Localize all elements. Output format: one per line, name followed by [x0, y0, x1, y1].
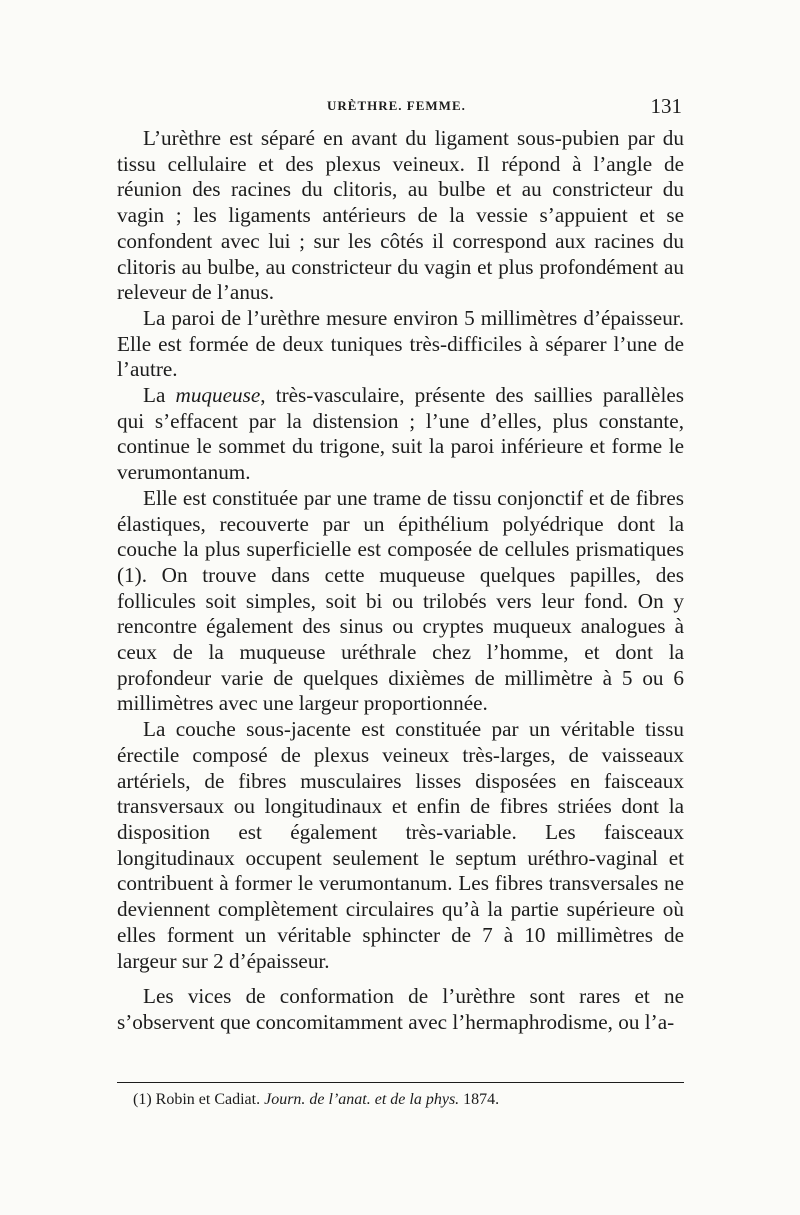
running-title: URÈTHRE. FEMME. [327, 98, 466, 113]
footnote-rule [117, 1082, 684, 1083]
footnote-lead: (1) Robin et Cadiat. [133, 1091, 265, 1108]
page-number: 131 [650, 94, 682, 118]
footnote-journal: Journ. de l’anat. et de la phys. [264, 1091, 460, 1108]
footnote-year: 1874. [459, 1091, 500, 1108]
paragraph-urethre-rapports: L’urèthre est séparé en avant du ligament sous-pubien par du tissu cellulaire et des plexus veineux. Il répond à l’angle de réunion des racines du clitoris, au bulbe et au constricteur du vagin ; les ligaments antérieurs de la vessie s’appuient et se confondent avec lui ; sur les côtés il correspond aux racines du clitoris au bulbe, au constricteur du vagin et plus profondément au releveur de l’anus. [117, 126, 684, 305]
paragraph-structure: Elle est constituée par une trame de tissu conjonctif et de fibres élastiques, recouverte par un épithélium polyédrique dont la couche la plus superficielle est composée de cellules prismatiques (1). On trouve dans cette muqueuse quelques papilles, des follicules soit simples, soit bi ou trilobés vers leur fond. On y rencontre également des sinus ou cryptes muqueux analogues à ceux de la muqueuse uréthrale chez l’homme, et dont la profondeur varie de quelques dixièmes de millimètre à 5 ou 6 millimètres avec une largeur proportionnée. [117, 485, 684, 716]
footnote [133, 1090, 683, 1110]
body-text [117, 126, 684, 1036]
paragraph-vices-conformation: Les vices de conformation de l’urèthre sont rares et ne s’observent que concomitamment avec l’hermaphrodisme, ou l’a- [117, 984, 684, 1034]
paragraph-muqueuse [117, 383, 684, 486]
muqueuse-lead: La [143, 383, 176, 408]
paragraph-gap [117, 974, 684, 984]
paragraph-couche-sous-jacente: La couche sous-jacente est constituée par un véritable tissu érectile composé de plexus veineux très-larges, de vaisseaux artériels, de fibres musculaires lisses disposées en faisceaux transversaux ou longitudinaux et enfin de fibres striées dont la disposition est également très-variable. Les faisceaux longitudinaux occupent seulement le septum uréthro-vaginal et contribuent à former le verumontanum. Les fibres transversales ne deviennent complètement circulaires qu’à la partie supérieure où elles forment un véritable sphincter de 7 à 10 millimètres de largeur sur 2 d’épaisseur. [117, 717, 684, 973]
muqueuse-term: muqueuse [175, 383, 261, 408]
muqueuse-rest: , très-vasculaire, présente des saillies parallèles qui s’effacent par la distension ; l’une d’elles, plus constante, continue le sommet du trigone, suit la paroi inférieure et forme le verumontanum. [117, 383, 684, 485]
page-header [117, 96, 684, 124]
paragraph-paroi: La paroi de l’urèthre mesure environ 5 millimètres d’épaisseur. Elle est formée de deux tuniques très-difficiles à séparer l’une de l’autre. [117, 305, 684, 382]
